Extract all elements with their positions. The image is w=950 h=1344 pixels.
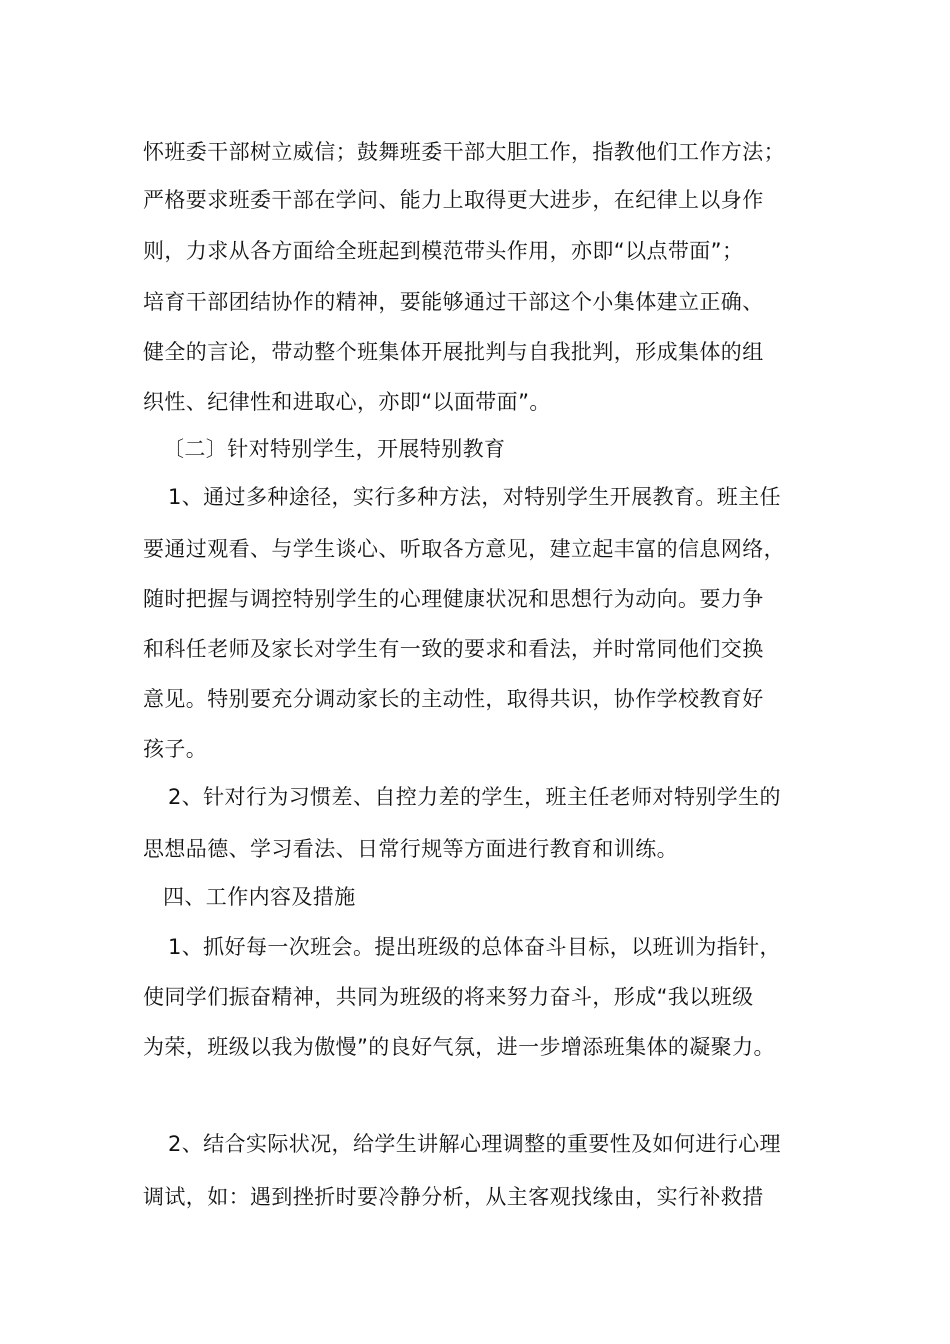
- text-line: 健全的言论，带动整个班集体开展批判与自我批判，形成集体的组: [143, 340, 764, 364]
- text-line: 和科任老师及家长对学生有一致的要求和看法，并时常同他们交换: [143, 637, 764, 661]
- text-line: 使同学们振奋精神，共同为班级的将来努力奋斗，形成“我以班级: [143, 985, 754, 1009]
- text-line: 思想品德、学习看法、日常行规等方面进行教育和训练。: [143, 837, 678, 861]
- section-heading: 四、工作内容及措施: [163, 885, 356, 909]
- text-line: 调试，如：遇到挫折时要冷静分析，从主客观找缘由，实行补救措: [143, 1185, 764, 1209]
- text-line: 孩子。: [143, 737, 208, 761]
- text-line: 严格要求班委干部在学问、能力上取得更大进步，在纪律上以身作: [143, 188, 764, 212]
- text-line: 培育干部团结协作的精神，要能够通过干部这个小集体建立正确、: [143, 290, 764, 314]
- text-line: 要通过观看、与学生谈心、听取各方意见，建立起丰富的信息网络，: [143, 537, 785, 561]
- text-line: 1、抓好每一次班会。提出班级的总体奋斗目标，以班训为指针，: [168, 935, 781, 959]
- text-line: 为荣，班级以我为傲慢”的良好气氛，进一步增添班集体的凝聚力。: [143, 1035, 775, 1059]
- text-line: 1、通过多种途径，实行多种方法，对特别学生开展教育。班主任: [168, 485, 781, 509]
- text-line: 意见。特别要充分调动家长的主动性，取得共识，协作学校教育好: [143, 687, 764, 711]
- text-line: 怀班委干部树立威信；鼓舞班委干部大胆工作，指教他们工作方法；: [143, 140, 785, 164]
- text-line: 2、结合实际状况，给学生讲解心理调整的重要性及如何进行心理: [168, 1132, 781, 1156]
- text-line: 则，力求从各方面给全班起到模范带头作用，亦即“以点带面”；: [143, 239, 744, 263]
- section-heading: 〔二〕针对特别学生，开展特别教育: [163, 437, 506, 461]
- text-line: 织性、纪律性和进取心，亦即“以面带面”。: [143, 390, 551, 414]
- text-line: 随时把握与调控特别学生的心理健康状况和思想行为动向。要力争: [143, 587, 764, 611]
- text-line: 2、针对行为习惯差、自控力差的学生，班主任老师对特别学生的: [168, 785, 781, 809]
